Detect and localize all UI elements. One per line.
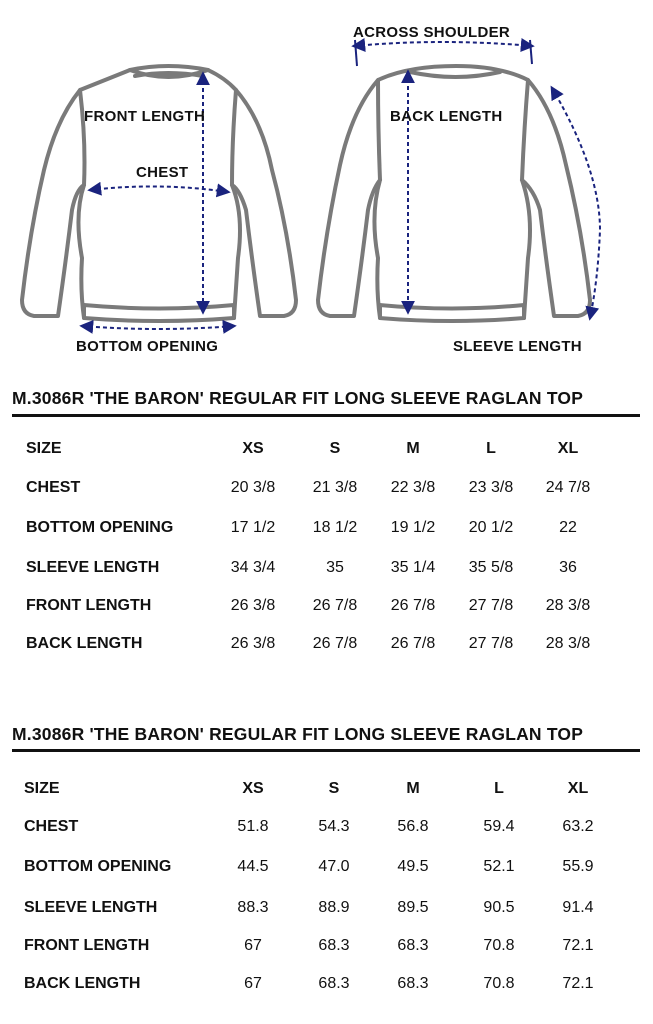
- chest-line: [90, 186, 228, 192]
- cell-value: 52.1: [483, 858, 515, 875]
- across-shoulder-line: [354, 42, 532, 46]
- row-label: CHEST: [26, 479, 81, 496]
- cell-value: 91.4: [562, 899, 594, 916]
- row-label: FRONT LENGTH: [24, 937, 150, 954]
- cell-value: 44.5: [237, 858, 269, 875]
- cell-value: 70.8: [483, 937, 515, 954]
- cell-value: 27 7/8: [468, 597, 514, 614]
- row-label: BOTTOM OPENING: [24, 858, 172, 875]
- table-row: [0, 519, 653, 539]
- row-label: CHEST: [24, 818, 79, 835]
- cell-value: 68.3: [318, 937, 350, 954]
- cell-value: 34 3/4: [230, 559, 276, 576]
- cell-value: 20 1/2: [468, 519, 514, 536]
- cell-value: 22 3/8: [390, 479, 436, 496]
- row-label: BACK LENGTH: [24, 975, 141, 992]
- size-col-xs: XS: [242, 440, 264, 457]
- cell-value: 67: [244, 975, 262, 992]
- cell-value: 67: [244, 937, 262, 954]
- cell-value: 28 3/8: [545, 597, 591, 614]
- cell-value: 21 3/8: [312, 479, 358, 496]
- table-row: [0, 858, 653, 878]
- cell-value: 68.3: [318, 975, 350, 992]
- cell-value: 26 3/8: [230, 635, 276, 652]
- size-col-l: L: [486, 440, 496, 457]
- bottom-opening-label: BOTTOM OPENING: [76, 338, 219, 355]
- cell-value: 70.8: [483, 975, 515, 992]
- size-table-title: M.3086R 'THE BARON' REGULAR FIT LONG SLEEVE RAGLAN TOP: [12, 388, 584, 408]
- cell-value: 56.8: [397, 818, 429, 835]
- cell-value: 26 7/8: [312, 597, 358, 614]
- size-col-s: S: [329, 440, 341, 457]
- size-col-xl: XL: [567, 780, 589, 797]
- size-col-s: S: [328, 780, 340, 797]
- sleeve-length-label: SLEEVE LENGTH: [453, 338, 582, 355]
- table-header-row: [0, 440, 653, 460]
- cell-value: 54.3: [318, 818, 350, 835]
- measurement-diagram: [0, 0, 653, 370]
- row-label: BOTTOM OPENING: [26, 519, 174, 536]
- cell-value: 55.9: [562, 858, 594, 875]
- cell-value: 49.5: [397, 858, 429, 875]
- cell-value: 88.9: [318, 899, 350, 916]
- table-row: [0, 818, 653, 838]
- table-row: [0, 899, 653, 919]
- cell-value: 72.1: [562, 975, 594, 992]
- size-table-title: M.3086R 'THE BARON' REGULAR FIT LONG SLEEVE RAGLAN TOP: [12, 724, 584, 744]
- cell-value: 72.1: [562, 937, 594, 954]
- cell-value: 68.3: [397, 975, 429, 992]
- back-shirt-outline: [318, 66, 590, 321]
- table-header-row: [0, 780, 653, 800]
- garment-illustration: [0, 0, 653, 370]
- size-col-xl: XL: [557, 440, 579, 457]
- cell-value: 47.0: [318, 858, 350, 875]
- across-shoulder-label: ACROSS SHOULDER: [353, 24, 511, 41]
- cell-value: 24 7/8: [545, 479, 591, 496]
- cell-value: 90.5: [483, 899, 515, 916]
- row-label: SLEEVE LENGTH: [26, 559, 160, 576]
- table-row: [0, 635, 653, 655]
- cell-value: 18 1/2: [312, 519, 358, 536]
- cell-value: 20 3/8: [230, 479, 276, 496]
- cell-value: 23 3/8: [468, 479, 514, 496]
- cell-value: 35 1/4: [390, 559, 436, 576]
- cell-value: 35 5/8: [468, 559, 514, 576]
- cell-value: 26 7/8: [312, 635, 358, 652]
- title-divider: [12, 414, 640, 417]
- table-row: [0, 975, 653, 995]
- cell-value: 89.5: [397, 899, 429, 916]
- cell-value: 22: [559, 519, 577, 536]
- cell-value: 59.4: [483, 818, 515, 835]
- table-row: [0, 937, 653, 957]
- size-header: SIZE: [24, 780, 60, 797]
- table-row: [0, 479, 653, 499]
- cell-value: 68.3: [397, 937, 429, 954]
- cell-value: 51.8: [237, 818, 269, 835]
- size-header: SIZE: [26, 440, 62, 457]
- size-col-m: M: [406, 780, 420, 797]
- cell-value: 27 7/8: [468, 635, 514, 652]
- back-length-label: BACK LENGTH: [390, 108, 503, 125]
- table-row: [0, 559, 653, 579]
- size-col-xs: XS: [242, 780, 264, 797]
- row-label: FRONT LENGTH: [26, 597, 152, 614]
- chest-label: CHEST: [136, 164, 189, 181]
- cell-value: 19 1/2: [390, 519, 436, 536]
- cell-value: 26 7/8: [390, 635, 436, 652]
- cell-value: 36: [559, 559, 577, 576]
- row-label: SLEEVE LENGTH: [24, 899, 158, 916]
- cell-value: 28 3/8: [545, 635, 591, 652]
- cell-value: 17 1/2: [230, 519, 276, 536]
- size-col-m: M: [406, 440, 420, 457]
- cell-value: 88.3: [237, 899, 269, 916]
- cell-value: 35: [326, 559, 344, 576]
- cell-value: 63.2: [562, 818, 594, 835]
- cell-value: 26 7/8: [390, 597, 436, 614]
- title-divider: [12, 749, 640, 752]
- size-col-l: L: [494, 780, 504, 797]
- bottom-opening-line: [82, 326, 234, 329]
- front-shirt-outline: [22, 66, 296, 321]
- cell-value: 26 3/8: [230, 597, 276, 614]
- front-length-label: FRONT LENGTH: [84, 108, 206, 125]
- row-label: BACK LENGTH: [26, 635, 143, 652]
- table-row: [0, 597, 653, 617]
